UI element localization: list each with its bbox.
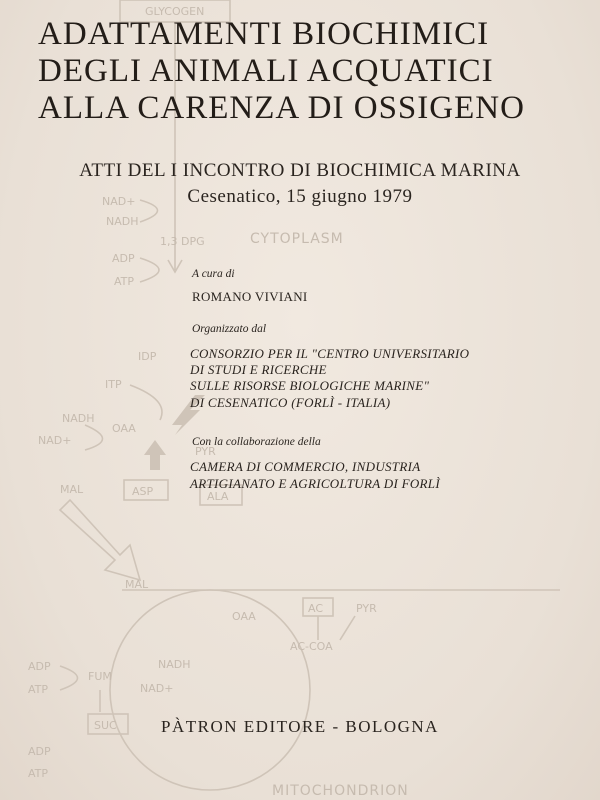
curator-name: ROMANO VIVIANI [192, 289, 308, 304]
nad-cycle-2 [85, 425, 103, 450]
nad-label-3: NAD+ [140, 682, 174, 695]
atp-label-2: ATP [28, 683, 49, 696]
atp-cycle-1 [140, 258, 159, 282]
atp-label-1: ATP [114, 275, 135, 288]
organizer-line-3: SULLE RISORSE BIOLOGICHE MARINE" [190, 378, 430, 393]
nadh-label-2: NADH [62, 412, 95, 425]
cytoplasm-label: CYTOPLASM [250, 231, 344, 247]
itp-label: ITP [105, 378, 122, 391]
organizer-line-4: DI CESENATICO (FORLÌ - ITALIA) [190, 395, 391, 410]
adp-label-2: ADP [28, 660, 51, 673]
publisher: PÀTRON EDITORE - BOLOGNA [161, 717, 439, 736]
nadh-label-3: NADH [158, 658, 191, 671]
organizer-line-1: CONSORZIO PER IL "CENTRO UNIVERSITARIO [190, 346, 470, 361]
idp-label: IDP [138, 350, 157, 363]
nadh-label-1: NADH [106, 215, 139, 228]
subtitle-line-2: Cesenatico, 15 giugno 1979 [187, 186, 413, 207]
accoa-arrows [318, 616, 355, 640]
ala-label: ALA [207, 490, 229, 503]
dpg-label: 1,3 DPG [160, 235, 205, 248]
adp-label-1: ADP [112, 252, 135, 265]
mal-label-2: MAL [125, 578, 149, 591]
oaa-label-1: OAA [112, 422, 136, 435]
title-line-2: DEGLI ANIMALI ACQUATICI [38, 53, 494, 89]
pyr-label-2: PYR [356, 602, 377, 615]
collaboration-label: Con la collaborazione della [192, 436, 321, 448]
mitochondrion-label: MITOCHONDRION [272, 783, 409, 799]
mal-label-1: MAL [60, 483, 84, 496]
big-arrow-up [144, 440, 166, 470]
atp-label-3: ATP [28, 767, 49, 780]
adp-label-3: ADP [28, 745, 51, 758]
title-line-3: ALLA CARENZA DI OSSIGENO [38, 90, 525, 126]
itp-arrow [130, 385, 162, 420]
collaboration-line-1: CAMERA DI COMMERCIO, INDUSTRIA [190, 459, 421, 474]
organizer-line-2: DI STUDI E RICERCHE [190, 362, 327, 377]
nad-label-2: NAD+ [38, 434, 72, 447]
oaa-label-2: OAA [232, 610, 256, 623]
collaboration-line-2: ARTIGIANATO E AGRICOLTURA DI FORLÌ [190, 476, 440, 491]
nad-label-1: NAD+ [102, 195, 136, 208]
ac-label: AC [308, 602, 324, 615]
organizer-label: Organizzato dal [192, 323, 267, 335]
suc-label: SUC [94, 719, 117, 732]
fum-label: FUM [88, 670, 112, 683]
subtitle-line-1: ATTI DEL I INCONTRO DI BIOCHIMICA MARINA [79, 160, 521, 181]
asp-label: ASP [132, 485, 154, 498]
curator-label: A cura di [192, 268, 235, 280]
glycogen-label: GLYCOGEN [145, 5, 205, 18]
book-title [38, 16, 525, 127]
mal-transport-arrow [60, 500, 140, 580]
pyr-label-1: PYR [195, 445, 216, 458]
atp-cycle-2 [60, 666, 78, 690]
title-line-1: ADATTAMENTI BIOCHIMICI [38, 16, 490, 52]
accoa-label: AC-COA [290, 640, 333, 653]
